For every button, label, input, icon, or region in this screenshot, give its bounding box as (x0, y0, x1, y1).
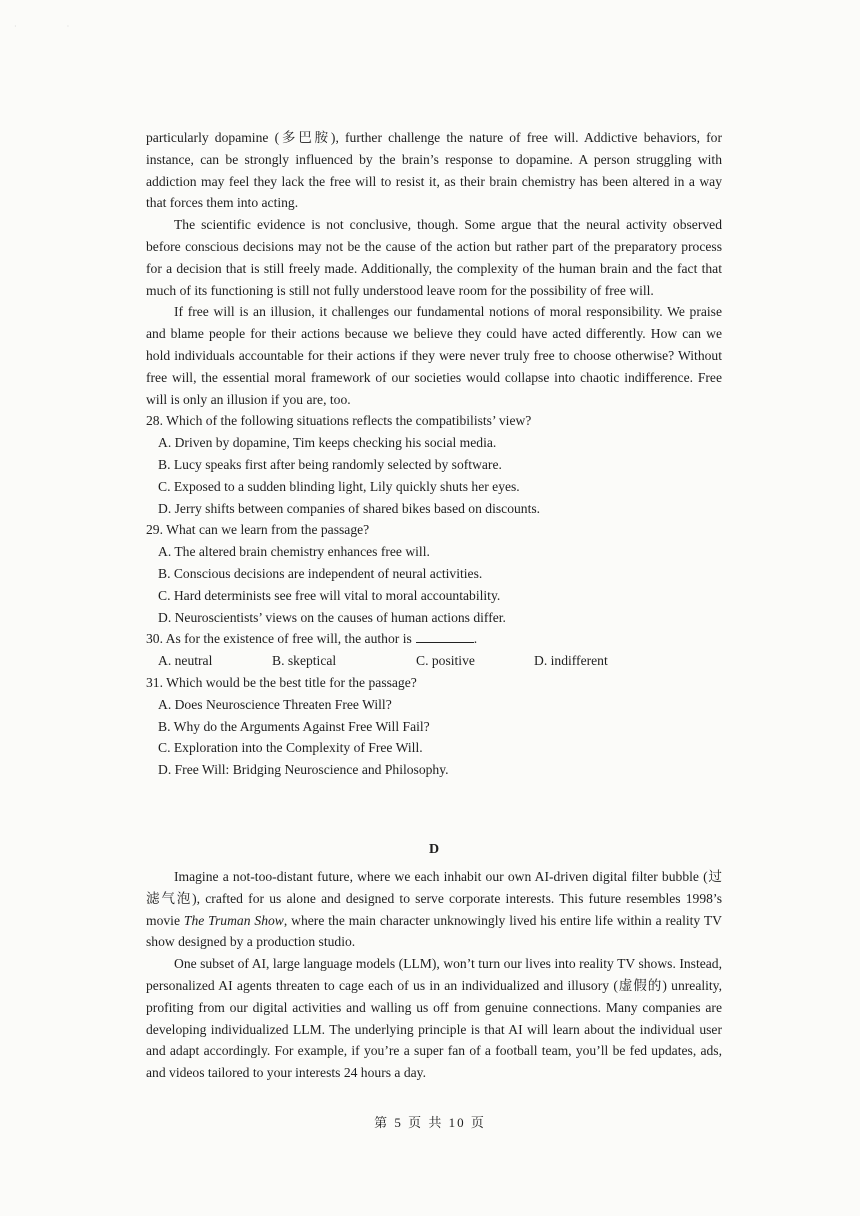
question-31-stem: 31. Which would be the best title for the passage? (146, 674, 417, 690)
question-28-option-a: A. Driven by dopamine, Tim keeps checking his social media. (158, 435, 497, 451)
question-31-option-b: B. Why do the Arguments Against Free Will Fail? (158, 718, 430, 734)
question-28 (146, 410, 722, 519)
question-29-option-c: C. Hard determinists see free will vital to moral accountability. (158, 587, 501, 603)
scan-specks: · · (14, 22, 94, 31)
question-30-options (158, 650, 722, 672)
question-30-option-c: C. positive (416, 653, 475, 669)
question-28-option-b: B. Lucy speaks first after being randomly selected by software. (158, 456, 502, 472)
page-number-footer: 第 5 页 共 10 页 (374, 1115, 486, 1130)
question-31-option-d: D. Free Will: Bridging Neuroscience and Philosophy. (158, 762, 449, 778)
question-28-option-d: D. Jerry shifts between companies of shared bikes based on discounts. (158, 500, 541, 516)
passage-d-paragraph-2: One subset of AI, large language models (LLM), won’t turn our lives into reality TV shows. Instead, personalized AI agents threaten to cage each of us in an individualized and illusory (虚假的) unreality, profiting from our digital activities and walling us off from genuine connections. Many companies are developing individualized LLM. The underlying principle is that AI will learn about the individual user and adapt accordingly. For example, if you’re a super fan of a football team, you’ll be fed updates, ads, and videos tailored to your interests 24 hours a day. (146, 956, 722, 1081)
question-30-option-b: B. skeptical (272, 653, 337, 669)
question-29-option-a: A. The altered brain chemistry enhances free will. (158, 544, 430, 560)
question-29-stem: 29. What can we learn from the passage? (146, 522, 370, 538)
question-31-option-c: C. Exploration into the Complexity of Free Will. (158, 740, 423, 756)
passage-d-paragraph-1-start: Imagine a not-too-distant future, where we each inhabit our own AI-driven digital filter bubble (过滤气泡), crafted for us alone and designed to serve corporate interests. This future resembles 1998’s movie (146, 869, 722, 928)
question-30 (146, 628, 722, 672)
question-31 (146, 672, 722, 781)
passage-c-paragraph-3: If free will is an illusion, it challenges our fundamental notions of moral responsibility. We praise and blame people for their actions because we believe they could have acted differently. How can we hold individuals accountable for their actions if they were never truly free to choose otherwise? Without free will, the essential moral framework of our societies would collapse into chaotic indifference. Free will is only an illusion if you are, too. (146, 304, 722, 407)
question-29-option-b: B. Conscious decisions are independent of neural activities. (158, 565, 483, 581)
question-29-option-d: D. Neuroscientists’ views on the causes of human actions differ. (158, 609, 506, 625)
movie-title: The Truman Show (183, 912, 284, 928)
question-31-option-a: A. Does Neuroscience Threaten Free Will? (158, 696, 392, 712)
section-d-heading: D (428, 842, 440, 857)
question-30-option-a: A. neutral (158, 653, 213, 669)
question-30-stem-end: . (473, 631, 478, 647)
passage-c-paragraph-1: particularly dopamine (多巴胺), further challenge the nature of free will. Addictive behaviors, for instance, can be strongly influenced by the brain’s response to dopamine. A person struggling with addiction may feel they lack the free will to resist it, as their brain chemistry has been altered in a way that forces them into acting. (146, 130, 722, 211)
passage-d-paragraph-1-end: , where the main character unknowingly lived his entire life within a reality TV show designed by a production studio. (146, 912, 722, 950)
question-30-stem-line (146, 628, 722, 650)
question-28-option-c: C. Exposed to a sudden blinding light, Lily quickly shuts her eyes. (158, 478, 520, 494)
passage-d-paragraph-1 (146, 866, 722, 953)
question-30-stem: 30. As for the existence of free will, the author is (146, 631, 412, 647)
answer-blank (416, 628, 474, 643)
question-30-option-d: D. indifferent (534, 653, 608, 669)
question-28-stem: 28. Which of the following situations reflects the compatibilists’ view? (146, 413, 532, 429)
passage-d (146, 866, 722, 1084)
passage-c-paragraph-2: The scientific evidence is not conclusive, though. Some argue that the neural activity observed before conscious decisions may not be the cause of the action but rather part of the preparatory process for a decision that is still freely made. Additionally, the complexity of the human brain and the fact that much of its functioning is still not fully understood leave room for the possibility of free will. (146, 217, 722, 298)
passage-c-continued (146, 127, 722, 781)
question-29 (146, 519, 722, 628)
